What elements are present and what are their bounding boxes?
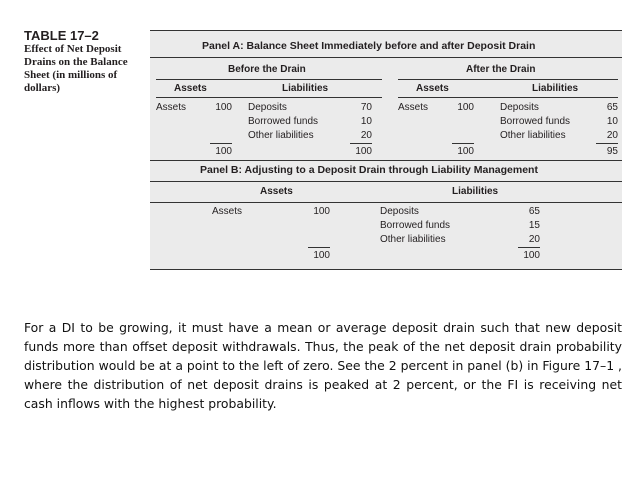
- after-liab-label: Borrowed funds: [500, 116, 571, 127]
- panel-b-top-rule: [150, 160, 622, 161]
- body-paragraph: For a DI to be growing, it must have a mean or average deposit drain such that new deposit funds more than offset deposit withdrawals. Thus, the peak of the net deposit drain probability distribution would be at a point to the left of zero. See the 2 percent in panel (b) in Figure 17–1 , where the distribution of net deposit drains is peaked at 2 percent, or the FI is receiving net cash inflows with the highest probability.: [24, 320, 622, 411]
- panel-b-title: Panel B: Adjusting to a Deposit Drain through Liability Management: [200, 164, 538, 176]
- after-liab-sum-rule: [596, 143, 618, 144]
- after-liabilities-header: Liabilities: [532, 83, 579, 94]
- before-assets-total: 100: [215, 146, 232, 157]
- before-liab-label: Borrowed funds: [248, 116, 319, 127]
- table-bottom-rule: [150, 269, 622, 270]
- after-heading-rule: [398, 79, 618, 80]
- before-heading: Before the Drain: [228, 64, 306, 75]
- after-liab-value: 10: [606, 116, 618, 127]
- before-liab-total: 100: [355, 146, 372, 157]
- after-liab-label: Other liabilities: [500, 130, 566, 141]
- after-col-rule: [398, 97, 618, 98]
- after-asset-value: 100: [457, 102, 474, 113]
- before-assets-sum-rule: [210, 143, 232, 144]
- after-heading: After the Drain: [466, 64, 536, 75]
- before-liab-value: 70: [360, 102, 372, 113]
- after-liab-value: 20: [606, 130, 618, 141]
- before-assets-header: Assets: [174, 83, 207, 94]
- panel-a-title: Panel A: Balance Sheet Immediately before and after Deposit Drain: [202, 40, 536, 52]
- panel-b-assets-total: 100: [313, 250, 330, 261]
- after-assets-header: Assets: [416, 83, 449, 94]
- before-liab-sum-rule: [350, 143, 372, 144]
- after-liab-total: 95: [606, 146, 618, 157]
- table-top-rule: [150, 30, 622, 31]
- panel-b-asset-value: 100: [313, 206, 330, 217]
- panel-b-assets-sum-rule: [308, 247, 330, 248]
- before-liab-value: 10: [360, 116, 372, 127]
- after-assets-total: 100: [457, 146, 474, 157]
- before-liab-label: Other liabilities: [248, 130, 314, 141]
- panel-b-liabilities-header: Liabilities: [452, 186, 499, 197]
- before-liabilities-header: Liabilities: [282, 83, 329, 94]
- before-asset-value: 100: [215, 102, 232, 113]
- after-liab-value: 65: [606, 102, 618, 113]
- panel-b-liab-value: 65: [528, 206, 540, 217]
- before-col-rule: [156, 97, 382, 98]
- panel-b-asset-label: Assets: [212, 206, 243, 217]
- table-caption-text: Effect of Net Deposit Drains on the Balance Sheet (in millions of dollars): [24, 43, 128, 94]
- after-assets-sum-rule: [452, 143, 474, 144]
- panel-b-liab-sum-rule: [518, 247, 540, 248]
- panel-b-liab-value: 20: [528, 234, 540, 245]
- after-liab-label: Deposits: [500, 102, 539, 113]
- table-number: TABLE 17–2: [24, 28, 99, 43]
- panel-b-liab-label: Borrowed funds: [380, 220, 451, 231]
- before-liab-label: Deposits: [248, 102, 287, 113]
- after-asset-label: Assets: [398, 102, 429, 113]
- table-caption: [24, 28, 152, 95]
- panel-b-liab-label: Other liabilities: [380, 234, 446, 245]
- before-asset-label: Assets: [156, 102, 187, 113]
- panel-a-title-rule: [150, 57, 622, 58]
- panel-b-col-rule: [150, 202, 622, 203]
- panel-b-liab-total: 100: [523, 250, 540, 261]
- balance-sheet-table: [150, 30, 622, 270]
- panel-b-assets-header: Assets: [260, 186, 293, 197]
- panel-b-title-rule: [150, 181, 622, 182]
- panel-b-liab-value: 15: [528, 220, 540, 231]
- before-liab-value: 20: [360, 130, 372, 141]
- panel-b-liab-label: Deposits: [380, 206, 419, 217]
- before-heading-rule: [156, 79, 382, 80]
